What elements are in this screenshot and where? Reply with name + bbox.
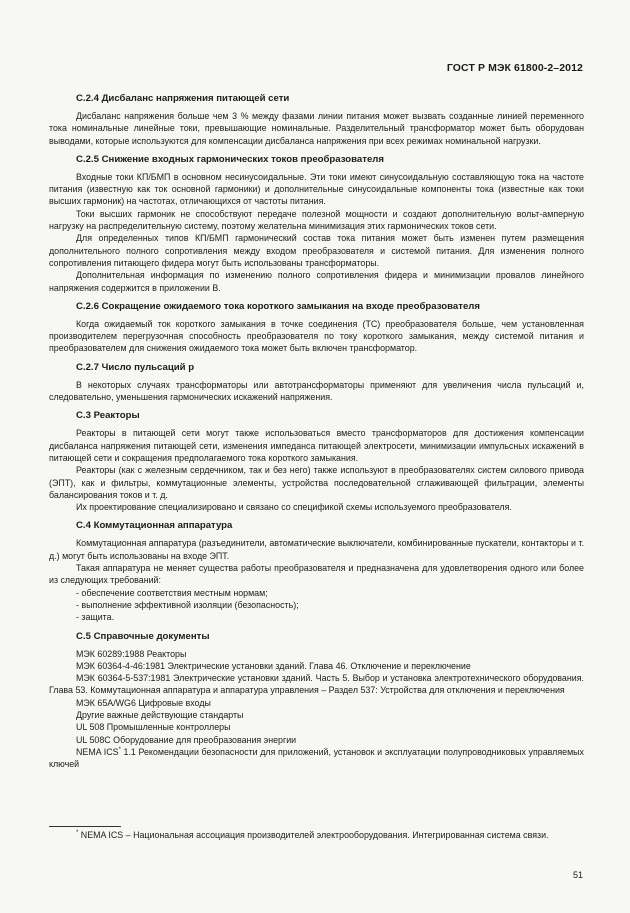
standard-header: ГОСТ Р МЭК 61800-2–2012 <box>446 62 583 74</box>
section-c25-title: С.2.5 Снижение входных гармонических токов преобразователя <box>76 153 384 165</box>
paragraph: В некоторых случаях трансформаторы или автотрансформаторы применяют для увеличения числа пульсаций и, следовательно, уменьшения гармонических искажений напряжения. <box>49 379 584 403</box>
reference-item: МЭК 60289:1988 Реакторы <box>76 648 187 659</box>
paragraph: Коммутационная аппаратура (разъединители, автоматические выключатели, комбинированные пускатели, контакторы и т. д.) могут быть использованы на входе ЭПТ. <box>49 538 584 561</box>
page-number: 51 <box>572 870 583 880</box>
paragraph: Их проектирование специализировано и связано со спецификой схемы используемого преобразователя. <box>76 502 512 513</box>
nema-label: NEMA ICS <box>76 746 119 757</box>
paragraph: Для определенных типов КП/БМП гармонический состав тока питания может быть изменен путем размещения дополнительного полного сопротивления между входом преобразователя и системой питания. Для изменения полного сопротивления питающего фидера могут быть использованы трансформаторы. <box>49 233 584 268</box>
paragraph: Реакторы (как с железным сердечником, так и без него) также используют в преобразователях систем силового привода (ЭПТ), как и фильтры, коммутационные элементы, устройства последовательной сглаживающей фильтрации, элементы балансирования токов и т. д. <box>49 465 584 500</box>
footnote-mark: * <box>76 830 79 836</box>
reference-item: UL 508C Оборудование для преобразования энергии <box>76 734 297 745</box>
list-item: - защита. <box>76 612 115 623</box>
footnote-marker[interactable]: * <box>118 746 121 753</box>
section-c4-title: С.4 Коммутационная аппаратура <box>76 520 233 532</box>
paragraph: Токи высших гармоник не способствуют передаче полезной мощности и создают дополнительную вольт-амперную нагрузку на распределительную систему, поэтому желательна минимизация этих гармонических токов сети. <box>49 208 584 232</box>
nema-text: 1.1 Рекомендации безопасности для приложений, установок и эксплуатации полупроводниковых управляемых ключей <box>49 746 584 770</box>
document-body <box>49 93 584 770</box>
section-c24-title: С.2.4 Дисбаланс напряжения питающей сети <box>76 93 290 104</box>
reference-item: Другие важные действующие стандарты <box>76 709 244 720</box>
reference-item: UL 508 Промышленные контроллеры <box>76 722 231 733</box>
paragraph: Реакторы в питающей сети могут также использоваться вместо трансформаторов для достижения компенсации дисбаланса напряжения питающей сети, изменения импеданса питающей электросети, минимизации импульсных искажений в питающей сети и сокращения предполагаемого тока короткого замыкания. <box>49 428 584 463</box>
paragraph: Дисбаланс напряжения больше чем 3 % между фазами линии питания может вызвать созданные линией переменного тока номинальные линейные токи, превышающие номинальные. Разделительный трансформатор может быть оборудован выводами, которые используются для компенсации дисбаланса напряжения при всех режимах номинальной нагрузки. <box>49 111 584 146</box>
footnote-body: NEMA ICS – Национальная ассоциация производителей электрооборудования. Интегрированная система связи. <box>78 830 549 840</box>
reference-item-nema <box>49 746 584 771</box>
section-c26-title: С.2.6 Сокращение ожидаемого тока короткого замыкания на входе преобразователя <box>76 300 480 312</box>
paragraph: Дополнительная информация по изменению полного сопротивления фидера и минимизации провалов линейного напряжения содержится в приложении В. <box>49 270 584 293</box>
footnote-divider <box>49 826 121 827</box>
reference-item: МЭК 60364-4-46:1981 Электрические установки зданий. Глава 46. Отключение и переключение <box>76 660 471 671</box>
section-c27-title: С.2.7 Число пульсаций p <box>76 361 195 373</box>
list-item: - выполнение эффективной изоляции (безопасность); <box>76 599 299 610</box>
list-item: - обеспечение соответствия местным нормам; <box>76 587 268 598</box>
section-c5-title: С.5 Справочные документы <box>76 630 210 642</box>
reference-item: МЭК 65A/WG6 Цифровые входы <box>76 697 211 708</box>
reference-item: МЭК 60364-5-537:1981 Электрические установки зданий. Часть 5. Выбор и установка электротехнического оборудования. Глава 53. Коммутационная аппаратура и аппаратура управления – Раздел 537: Устройства для отключения и переключения <box>49 673 584 696</box>
paragraph: Входные токи КП/БМП в основном несинусоидальные. Эти токи имеют синусоидальную составляющую тока на частоте питания (известную как ток основной гармоники) и дополнительные синусоидальные компоненты тока (известные как токи высших гармоник) на частотах, отличающихся от частоты питания. <box>49 171 584 207</box>
footnote-text <box>49 829 584 841</box>
paragraph: Когда ожидаемый ток короткого замыкания в точке соединения (ТС) преобразователя больше, чем установленная производителем перегрузочная способность преобразователя по току короткого замыкания, между системой питания и преобразователем для снижения ожидаемого тока может быть включен трансформатор. <box>49 318 584 354</box>
paragraph: Такая аппаратура не меняет существа работы преобразователя и предназначена для удовлетворения одного или более из следующих требований: <box>49 563 584 586</box>
section-c3-title: С.3 Реакторы <box>76 410 140 422</box>
footnote <box>49 829 584 841</box>
